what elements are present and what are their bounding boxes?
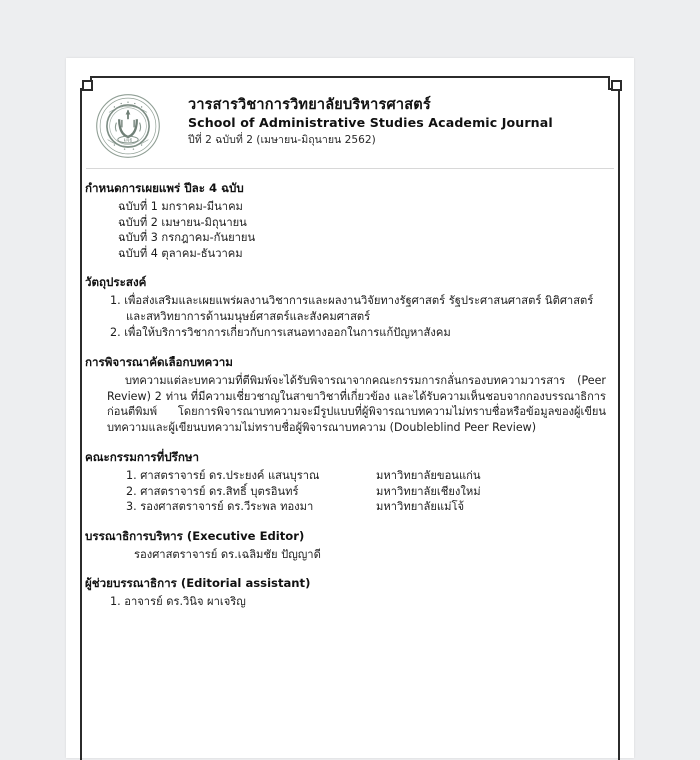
table-row bbox=[80, 484, 610, 500]
journal-title-english: School of Administrative Studies Academic Journal bbox=[188, 115, 553, 130]
section-heading-review: การพิจารณาคัดเลือกบทความ bbox=[85, 354, 233, 369]
masthead-divider bbox=[86, 168, 614, 169]
section-heading-objectives: วัตถุประสงค์ bbox=[85, 275, 147, 289]
editorial-assistant-list bbox=[80, 594, 610, 610]
objectives-list bbox=[80, 293, 610, 341]
member-name: 2. ศาสตราจารย์ ดร.สิทธิ์ บุตรอินทร์ bbox=[126, 484, 299, 498]
document-body bbox=[80, 180, 610, 623]
member-organization: มหาวิทยาลัยแม่โจ้ bbox=[376, 500, 465, 514]
section-heading-executive-editor: บรรณาธิการบริหาร (Executive Editor) bbox=[85, 528, 305, 543]
section-advisory-committee bbox=[80, 449, 610, 515]
section-article-review bbox=[80, 354, 610, 436]
executive-editor-name: รองศาสตราจารย์ ดร.เฉลิมชัย ปัญญาดี bbox=[134, 547, 321, 561]
advisory-members-list bbox=[80, 468, 610, 515]
page-border-right bbox=[618, 88, 620, 760]
schedule-list bbox=[80, 199, 610, 261]
list-item: 1. อาจารย์ ดร.วินิจ ผาเจริญ bbox=[110, 595, 246, 609]
table-row bbox=[80, 499, 610, 515]
list-item: ฉบับที่ 3 กรกฎาคม-กันยายน bbox=[118, 231, 256, 244]
table-row bbox=[80, 468, 610, 484]
page-border-top bbox=[92, 76, 610, 78]
section-objectives bbox=[80, 274, 610, 341]
member-name: 3. รองศาสตราจารย์ ดร.วีระพล ทองมา bbox=[126, 500, 314, 514]
section-heading-schedule: กำหนดการเผยแพร่ ปีละ 4 ฉบับ bbox=[85, 181, 244, 195]
member-name: 1. ศาสตราจารย์ ดร.ประยงค์ แสนบุราณ bbox=[126, 468, 320, 482]
journal-title-thai: วารสารวิชาการวิทยาลัยบริหารศาสตร์ bbox=[188, 97, 431, 113]
university-seal-icon bbox=[94, 92, 162, 160]
list-item: 2. เพื่อให้บริการวิชาการเกี่ยวกับการเสนอทางออกในการแก้ปัญหาสังคม bbox=[110, 326, 451, 340]
list-item: ฉบับที่ 1 มกราคม-มีนาคม bbox=[118, 200, 243, 213]
section-heading-advisory: คณะกรรมการที่ปรึกษา bbox=[85, 449, 200, 464]
masthead-titles bbox=[188, 96, 608, 149]
section-editorial-assistant bbox=[80, 575, 610, 610]
list-item: 1. เพื่อส่งเสริมและเผยแพร่ผลงานวิชาการและผลงานวิจัยทางรัฐศาสตร์ รัฐประศาสนศาสตร์ นิติศาสตร์ และสหวิทยาการด้านมนุษย์ศาสตร์และสังคมศาสตร์ bbox=[110, 294, 594, 323]
corner-ornament-top-right bbox=[608, 76, 610, 90]
svg-text:มจธ: มจธ bbox=[123, 138, 133, 144]
volume-issue-line: ปีที่ 2 ฉบับที่ 2 (เมษายน-มิถุนายน 2562) bbox=[188, 134, 376, 146]
journal-masthead bbox=[80, 90, 620, 164]
section-publication-schedule bbox=[80, 180, 610, 261]
document-page bbox=[66, 58, 634, 758]
review-paragraph: บทความแต่ละบทความที่ตีพิมพ์จะได้รับพิจารณาจากคณะกรรมการกลั่นกรองบทความวารสาร (Peer Review) 2 ท่าน ที่มีความเชี่ยวชาญในสาขาวิชาที่เกี่ยวข้อง และได้รับความเห็นชอบจากกองบรรณาธิการ ก่อนตีพิมพ์ โดยการพิจารณาบทความจะมีรูปแบบที่ผู้พิจารณาบทความไม่ทราบชื่อหรือข้อมูลของผู้เขียนบทความและผู้เขียนบทความไม่ทราบชื่อผู้พิจารณาบทความ (Doubleblind Peer Review) bbox=[107, 373, 606, 435]
list-item: ฉบับที่ 4 ตุลาคม-ธันวาคม bbox=[118, 246, 243, 260]
section-executive-editor bbox=[80, 528, 610, 563]
section-heading-editorial-assistant: ผู้ช่วยบรรณาธิการ (Editorial assistant) bbox=[85, 576, 311, 591]
member-organization: มหาวิทยาลัยเชียงใหม่ bbox=[376, 484, 481, 498]
list-item: ฉบับที่ 2 เมษายน-มิถุนายน bbox=[118, 215, 247, 229]
member-organization: มหาวิทยาลัยขอนแก่น bbox=[376, 468, 481, 482]
